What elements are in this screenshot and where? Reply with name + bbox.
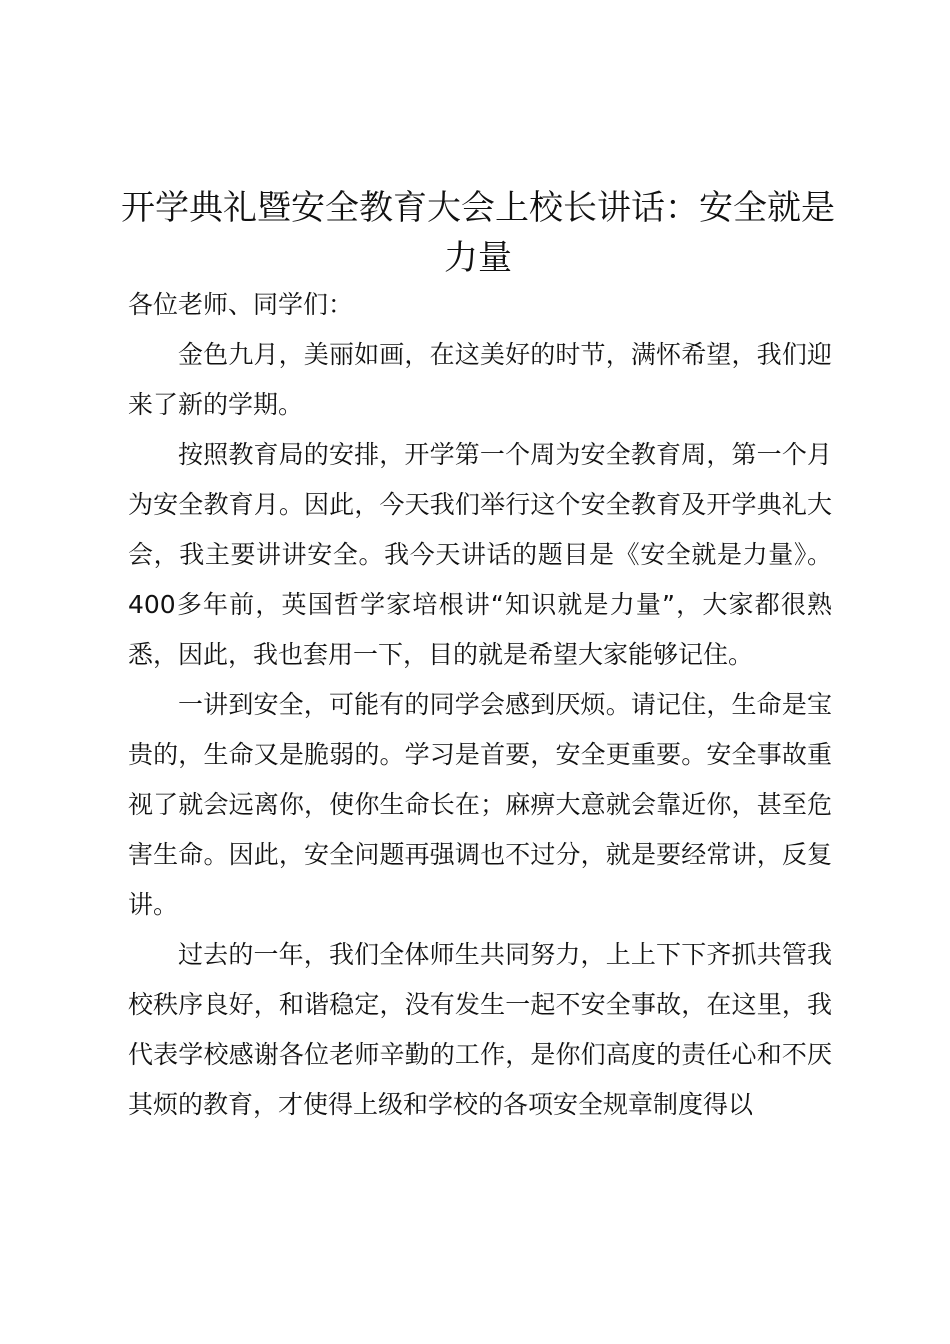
- document-title: 开学典礼暨安全教育大会上校长讲话：安全就是力量: [121, 188, 835, 278]
- paragraph-2: 按照教育局的安排，开学第一个周为安全教育周，第一个月为安全教育月。因此，今天我们举行这个安全教育及开学典礼大会，我主要讲讲安全。我今天讲话的题目是《安全就是力量》。400多年前，英国哲学家培根讲“知识就是力量”，大家都很熟悉，因此，我也套用一下，目的就是希望大家能够记住。: [128, 440, 832, 669]
- salutation: 各位老师、同学们：: [128, 290, 354, 319]
- paragraph-1: 金色九月，美丽如画，在这美好的时节，满怀希望，我们迎来了新的学期。: [128, 340, 832, 419]
- paragraph-3: 一讲到安全，可能有的同学会感到厌烦。请记住，生命是宝贵的，生命又是脆弱的。学习是首要，安全更重要。安全事故重视了就会远离你，使你生命长在；麻痹大意就会靠近你，甚至危害生命。因此，安全问题再强调也不过分，就是要经常讲，反复讲。: [128, 690, 832, 919]
- document-body: [128, 280, 832, 1130]
- paragraph-4: 过去的一年，我们全体师生共同努力，上上下下齐抓共管我校秩序良好，和谐稳定，没有发生一起不安全事故，在这里，我代表学校感谢各位老师辛勤的工作，是你们高度的责任心和不厌其烦的教育，才使得上级和学校的各项安全规章制度得以: [128, 940, 832, 1119]
